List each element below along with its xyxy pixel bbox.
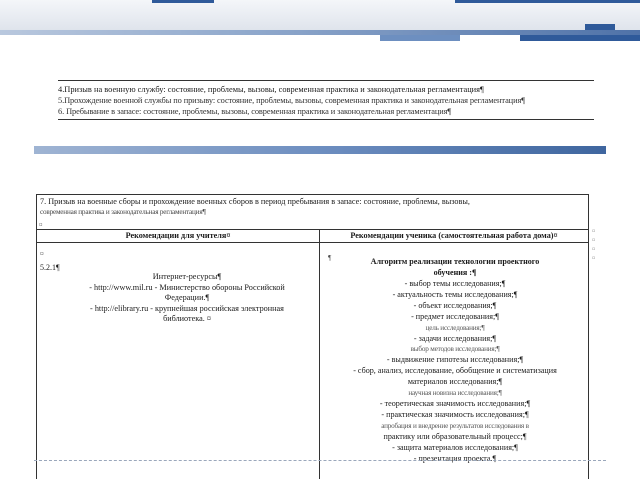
algorithm-step: - выдвижение гипотезы исследования;¶ [386,355,524,365]
resource-elibrary: - http://elibrary.ru - крупнейшая российская электронная библиотека. ¤ [90,303,284,324]
algorithm-step: - теоретическая значимость исследования;¶ [379,399,531,408]
upper-top-rule [58,80,594,81]
margin-mark: ¤ [592,228,596,235]
recommendations-table [36,219,589,479]
lower-document-fragment [36,194,589,479]
algorithm-step: - выбор темы исследования;¶ [404,279,506,289]
top-band-block [520,35,640,41]
top-band-block [152,0,214,3]
upper-line-6: 6. Пребывание в запасе: состояние, проблемы, вызовы, современная практика и законодательная регламентация¶ [58,107,452,117]
student-column-header: Рекомендации ученика (самостоятельная работа дома)¤ [320,229,589,242]
resource-mil-ru: - http://www.mil.ru - Министерство обороны Российской Федерации.¶ [89,282,285,303]
algorithm-step: материалов исследования;¶ [407,377,503,387]
margin-marks [592,227,595,263]
algorithm-step: - сбор, анализ, исследование, обобщение и систематизация [353,366,557,376]
upper-line-4: 4.Призыв на военную службу: состояние, проблемы, вызовы, современная практика и законодательная регламентация¶ [58,85,484,94]
item-number: 5.2.1¶ [40,263,60,273]
teacher-recommendations-cell [37,243,319,479]
margin-mark: ¤ [592,255,596,262]
algorithm-step: - предмет исследования;¶ [411,311,499,321]
cell-mark: ¶ [328,253,332,263]
upper-bottom-rule [58,119,594,120]
top-band-gradient [0,0,640,30]
algorithm-step: - актуальность темы исследования;¶ [392,289,518,299]
teacher-column-header: Рекомендации для учителя¤ [37,229,320,242]
algorithm-title-cont: обучения :¶ [433,268,477,278]
algorithm-step: научная новизна исследования;¶ [408,389,502,398]
section-7-heading-text: 7. Призыв на военные сборы и прохождение военных сборов в период пребывания в запасе: состояние, проблемы, вызовы, [40,197,470,206]
upper-line-5: 5.Прохождение военной службы по призыву: состояние, проблемы, вызовы, современная практика и законодательная регламентация¶ [58,96,525,106]
section-7-heading-continuation: современная практика и законодательная регламентация¶ [40,208,206,217]
student-recommendations-cell [320,243,588,479]
bottom-dashed-rule [34,460,606,461]
section-7-heading [36,194,589,219]
margin-mark: ¤ [592,246,596,253]
algorithm-title: Алгоритм реализации технологии проектного [370,257,540,267]
top-band-block [455,0,640,3]
algorithm-step: - задачи исследования;¶ [413,333,497,343]
algorithm-step: - объект исследования;¶ [413,300,497,310]
algorithm-step: апробация и внедрение результатов исследования в [381,421,529,430]
algorithm-step: - защита материалов исследования;¶ [392,442,518,452]
internet-resources-block [69,272,305,325]
algorithm-step: выбор методов исследования;¶ [410,345,500,354]
upper-document-fragment [58,80,594,120]
margin-mark: ¤ [592,237,596,244]
project-algorithm-list [324,257,586,464]
algorithm-step: практику или образовательный процесс;¶ [383,431,527,441]
heading-cell-mark: ¤ [39,220,43,229]
algorithm-step: цель исследования;¶ [425,323,485,332]
top-band-block [585,24,615,30]
top-band-block [380,35,460,41]
top-decorative-band [0,0,640,42]
internet-resources-title: Интернет-ресурсы¶ [152,272,222,282]
algorithm-step: - практическая значимость исследования;¶ [381,409,529,419]
cell-mark: ¤ [40,249,44,259]
algorithm-step: - презентация проекта.¶ [413,453,497,463]
section-separator-bar [34,146,606,154]
